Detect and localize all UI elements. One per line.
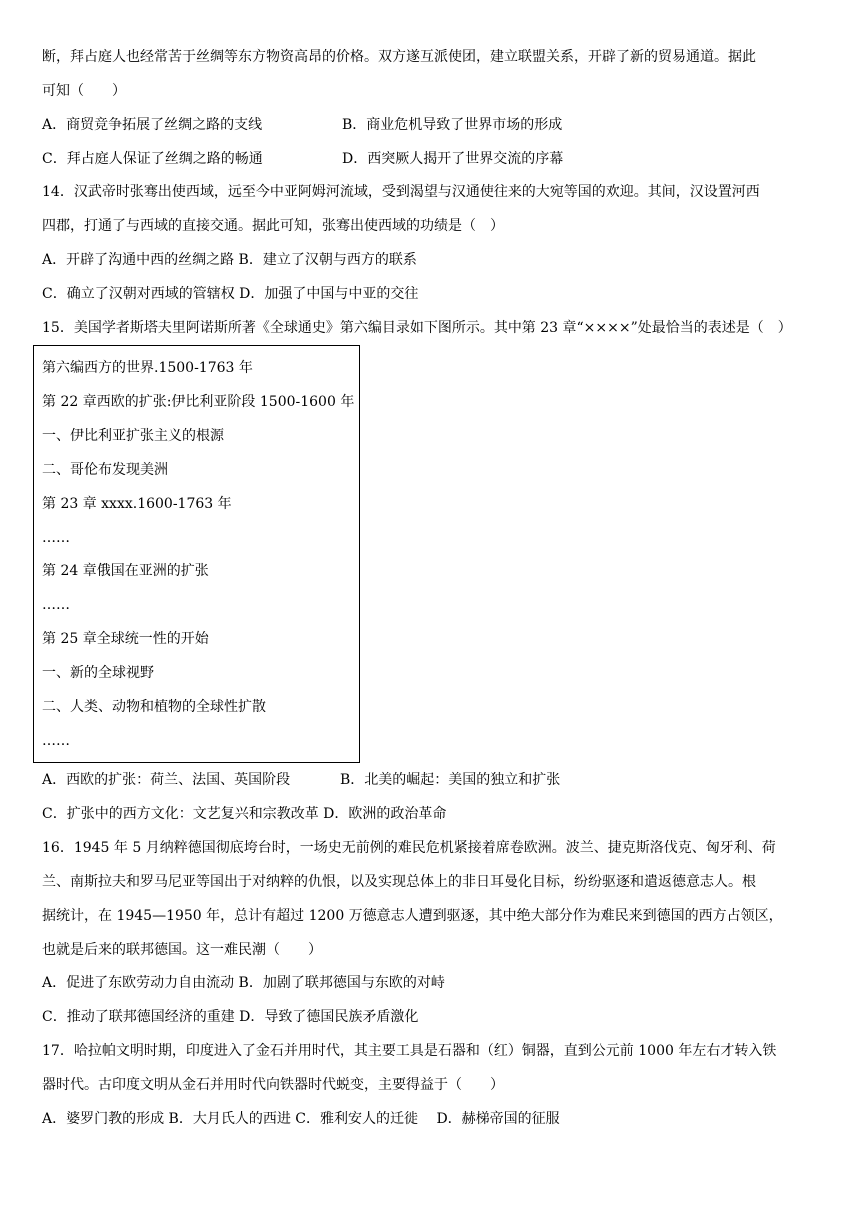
toc-line: …… [42,597,70,613]
q13-option-d: D．西突厥人揭开了世界交流的序幕 [342,151,564,167]
q13-text-line-2: 可知（ ） [42,83,126,99]
q17-text-line-2: 器时代。古印度文明从金石并用时代向铁器时代蜕变，主要得益于（ ） [42,1077,504,1093]
toc-line: 二、哥伦布发现美洲 [42,462,168,478]
toc-line: 二、人类、动物和植物的全球性扩散 [42,699,266,715]
q17-options: A．婆罗门教的形成 B．大月氏人的西进 C．雅利安人的迁徙 D．赫梯帝国的征服 [42,1111,560,1127]
toc-line: 第六编西方的世界.1500-1763 年 [42,360,253,376]
q14-options-cd: C．确立了汉朝对西域的管辖权 D．加强了中国与中亚的交往 [42,286,419,302]
q14-text-line-2: 四郡，打通了与西域的直接交通。据此可知，张骞出使西域的功绩是（ ） [42,218,504,234]
toc-line: 第 25 章全球统一性的开始 [42,631,209,647]
q13-option-c: C．拜占庭人保证了丝绸之路的畅通 [42,151,263,167]
q17-text-line-1: 17．哈拉帕文明时期，印度进入了金石并用时代，其主要工具是石器和（红）铜器，直到公元前 1000 年左右才转入铁 [42,1043,777,1059]
q13-options-row-1 [42,115,563,135]
q13-options-row-2 [42,149,564,169]
q13-option-a: A．商贸竞争拓展了丝绸之路的支线 [42,117,263,133]
q15-table-of-contents-box [33,345,360,763]
toc-line: 第 22 章西欧的扩张:伊比利亚阶段 1500-1600 年 [42,394,355,410]
q16-text-line-2: 兰、南斯拉夫和罗马尼亚等国出于对纳粹的仇恨，以及实现总体上的非日耳曼化目标，纷纷驱逐和遣返德意志人。根 [42,874,756,890]
toc-line: …… [42,530,70,546]
q13-text-line-1: 断，拜占庭人也经常苦于丝绸等东方物资高昂的价格。双方遂互派使团，建立联盟关系，开辟了新的贸易通道。据此 [42,49,756,65]
q14-options-ab: A．开辟了沟通中西的丝绸之路 B．建立了汉朝与西方的联系 [42,252,417,268]
q15-options-cd: C．扩张中的西方文化：文艺复兴和宗教改革 D．欧洲的政治革命 [42,806,447,822]
q15-text-line-1: 15．美国学者斯塔夫里阿诺斯所著《全球通史》第六编目录如下图所示。其中第 23 章“××××”处最恰当的表述是（ ） [42,320,792,336]
toc-line: 第 23 章 xxxx.1600-1763 年 [42,496,232,512]
q16-options-cd: C．推动了联邦德国经济的重建 D．导致了德国民族矛盾激化 [42,1009,419,1025]
q16-text-line-4: 也就是后来的联邦德国。这一难民潮（ ） [42,942,322,958]
toc-line: …… [42,733,70,749]
toc-line: 第 24 章俄国在亚洲的扩张 [42,563,209,579]
q15-option-a: A．西欧的扩张：荷兰、法国、英国阶段 [42,772,291,788]
q13-option-b: B．商业危机导致了世界市场的形成 [342,117,563,133]
q16-options-ab: A．促进了东欧劳动力自由流动 B．加剧了联邦德国与东欧的对峙 [42,975,445,991]
toc-line: 一、伊比利亚扩张主义的根源 [42,428,224,444]
q16-text-line-3: 据统计，在 1945—1950 年，总计有超过 1200 万德意志人遭到驱逐，其中绝大部分作为难民来到德国的西方占领区， [42,908,783,924]
q15-option-b: B．北美的崛起：美国的独立和扩张 [340,772,561,788]
q15-options-row-1 [42,770,561,790]
toc-line: 一、新的全球视野 [42,665,154,681]
q14-text-line-1: 14．汉武帝时张骞出使西域，远至今中亚阿姆河流域，受到渴望与汉通使往来的大宛等国的欢迎。其间，汉设置河西 [42,184,760,200]
q16-text-line-1: 16．1945 年 5 月纳粹德国彻底垮台时，一场史无前例的难民危机紧接着席卷欧洲。波兰、捷克斯洛伐克、匈牙利、荷 [42,840,776,856]
